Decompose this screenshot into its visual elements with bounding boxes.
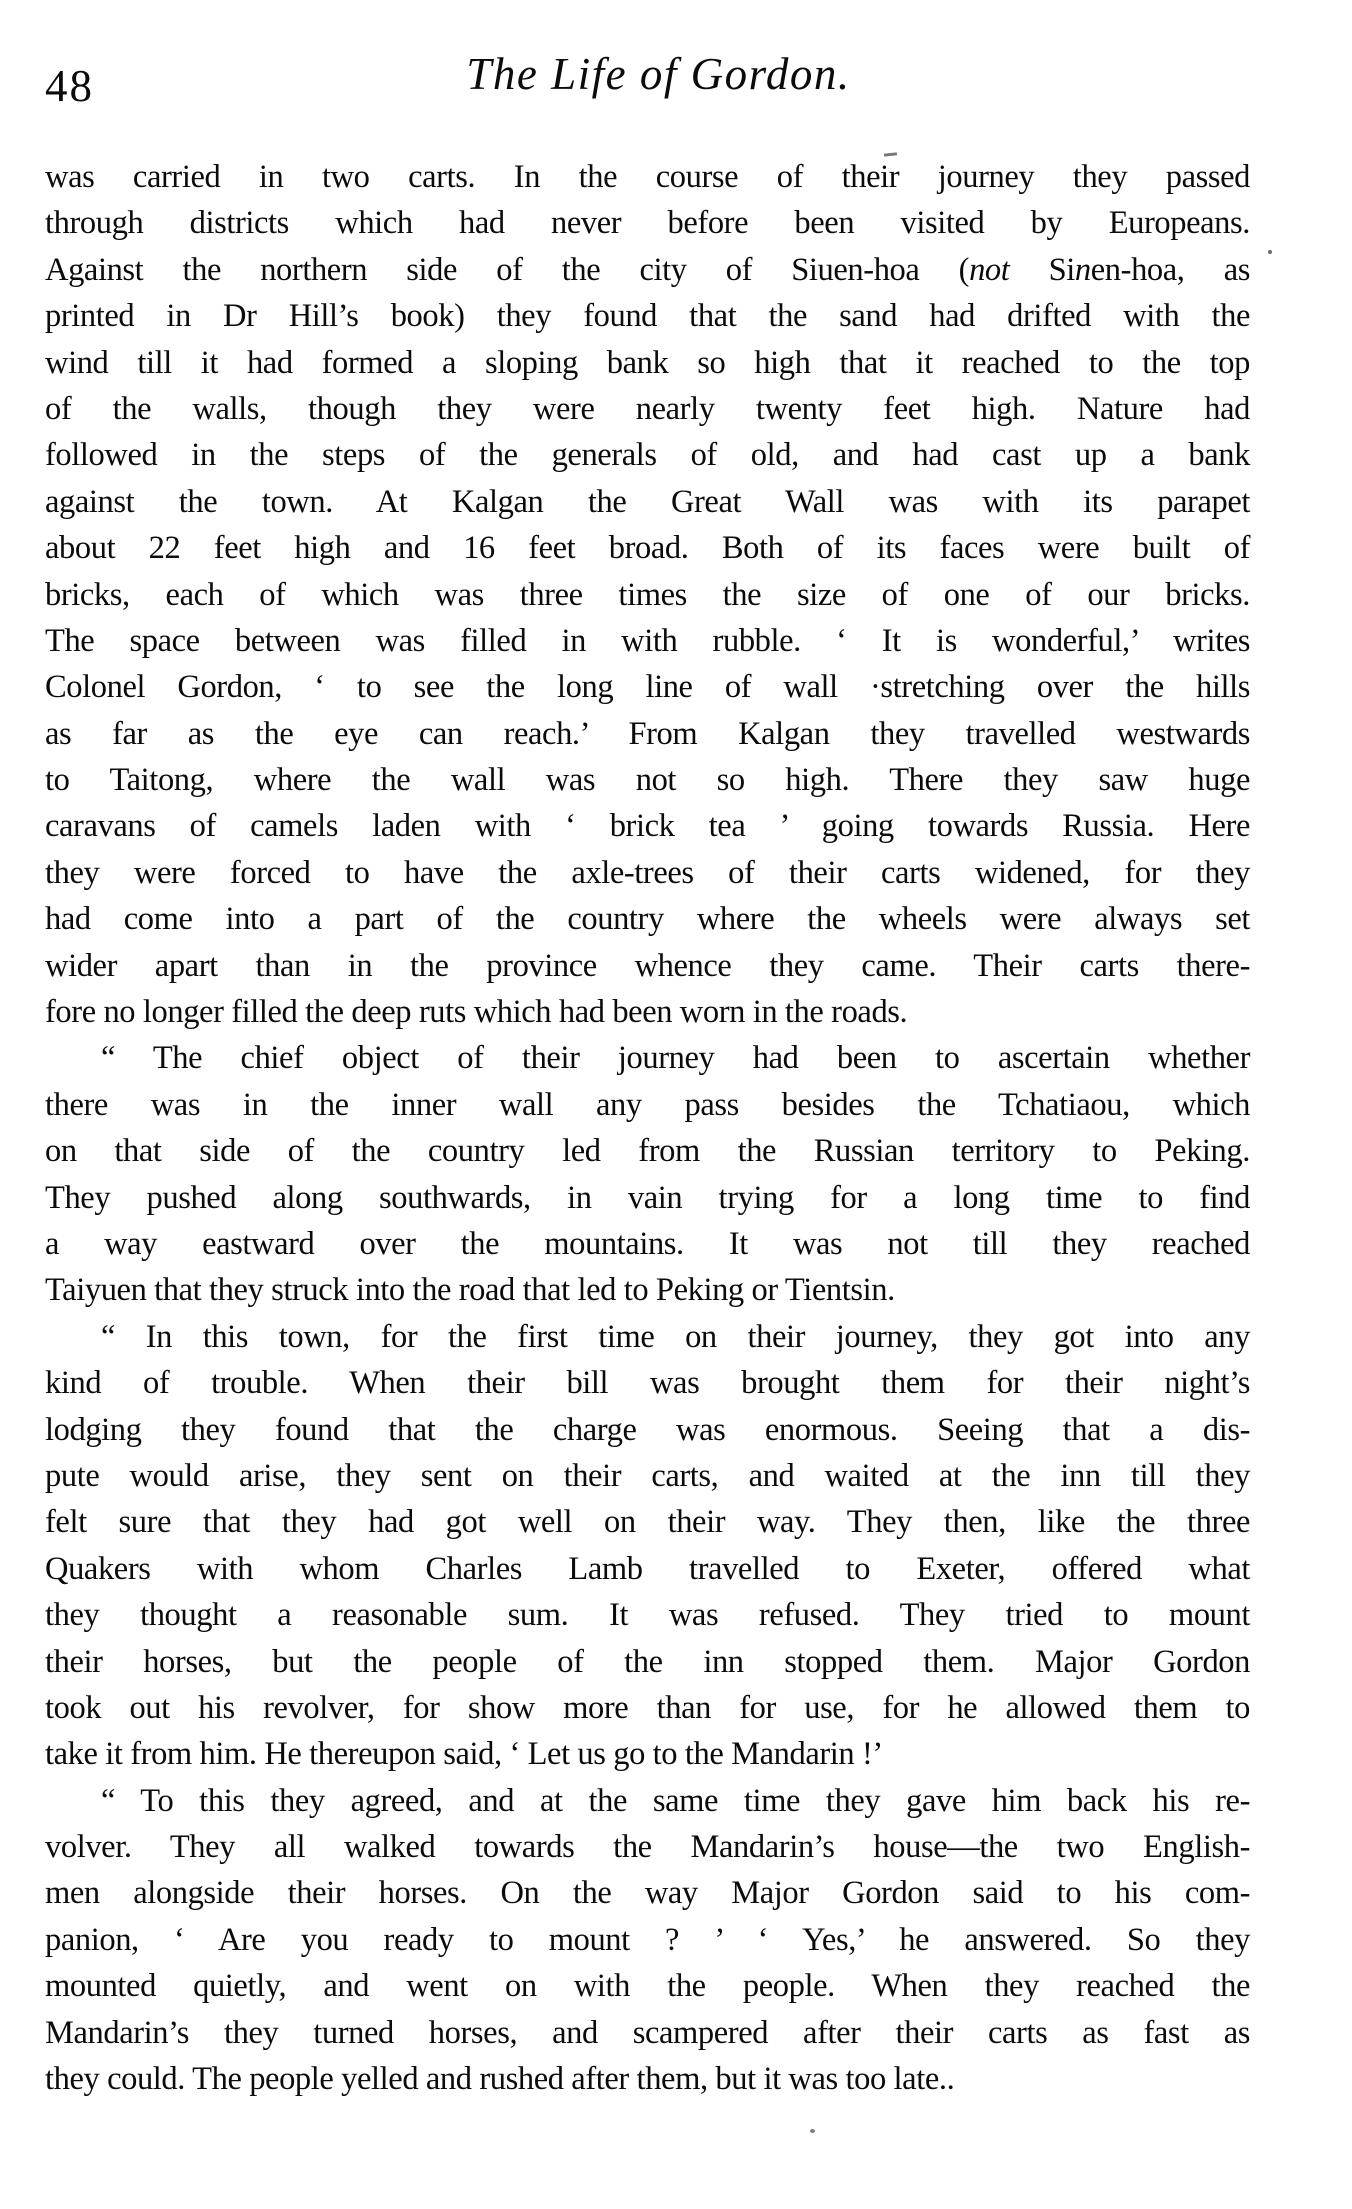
text-line: as far as the eye can reach.’ From Kalgan they travelled westwards [45,715,1250,752]
text-line: The space between was filled in with rubble. ‘ It is wonderful,’ writes [45,622,1250,659]
text-line: kind of trouble. When their bill was brought them for their night’s [45,1365,1250,1402]
text-line: a way eastward over the mountains. It was not till they reached [45,1225,1250,1262]
text-line: felt sure that they had got well on their way. They then, like the three [45,1504,1250,1541]
text-line: pute would arise, they sent on their carts, and waited at the inn till they [45,1457,1250,1494]
text-line: Taiyuen that they struck into the road that led to Peking or Tientsin. [45,1272,895,1309]
text-line: about 22 feet high and 16 feet broad. Both of its faces were built of [45,530,1250,567]
text-line: “ In this town, for the first time on their journey, they got into any [101,1318,1250,1355]
text-line: there was in the inner wall any pass besides the Tchatiaou, which [45,1086,1250,1123]
text-line: Quakers with whom Charles Lamb travelled to Exeter, offered what [45,1550,1250,1587]
text-line: followed in the steps of the generals of old, and had cast up a bank [45,437,1250,474]
scan-artifact-dot [810,2129,815,2133]
text-line: against the town. At Kalgan the Great Wall was with its parapet [45,483,1250,520]
scan-artifact-dot [1268,250,1272,254]
text-line: “ To this they agreed, and at the same time they gave him back his re- [101,1782,1250,1819]
text-line: to Taitong, where the wall was not so high. There they saw huge [45,762,1250,799]
running-title: The Life of Gordon. [466,49,851,99]
text-line: lodging they found that the charge was enormous. Seeing that a dis- [45,1411,1250,1448]
text-line: their horses, but the people of the inn stopped them. Major Gordon [45,1643,1250,1680]
page-number: 48 [45,61,94,111]
text-line: volver. They all walked towards the Mandarin’s house—the two English- [45,1829,1250,1866]
text-line: Colonel Gordon, ‘ to see the long line of wall ·stretching over the hills [45,669,1250,706]
text-line: they thought a reasonable sum. It was refused. They tried to mount [45,1597,1250,1634]
body-text-block [45,154,1250,2102]
text-line: had come into a part of the country where the wheels were always set [45,901,1250,938]
text-line: through districts which had never before been visited by Europeans. [45,205,1250,242]
text-line: they could. The people yelled and rushed after them, but it was too late.. [45,2061,955,2098]
text-line: was carried in two carts. In the course of their journey they passed [45,159,1250,195]
text-line: They pushed along southwards, in vain trying for a long time to find [45,1179,1250,1216]
text-line: wind till it had formed a sloping bank so high that it reached to the top [45,344,1250,381]
text-line: fore no longer filled the deep ruts which had been worn in the roads. [45,994,908,1031]
text-line: on that side of the country led from the Russian territory to Peking. [45,1133,1250,1170]
text-line: of the walls, though they were nearly twenty feet high. Nature had [45,390,1250,427]
text-line: panion, ‘ Are you ready to mount ? ’ ‘ Yes,’ he answered. So they [45,1921,1250,1958]
text-line: Mandarin’s they turned horses, and scampered after their carts as fast as [45,2014,1250,2051]
text-line: printed in Dr Hill’s book) they found that the sand had drifted with the [45,298,1250,335]
text-line: caravans of camels laden with ‘ brick tea ’ going towards Russia. Here [45,808,1250,845]
page-header [45,48,1250,118]
text-line: bricks, each of which was three times the size of one of our bricks. [45,576,1250,613]
text-line: Against the northern side of the city of Siuen-hoa (not Sinen-hoa, as [45,251,1251,288]
text-line: take it from him. He thereupon said, ‘ Let us go to the Mandarin !’ [45,1736,883,1773]
text-line: men alongside their horses. On the way Major Gordon said to his com- [45,1875,1250,1912]
text-line: they were forced to have the axle-trees of their carts widened, for they [45,854,1250,891]
text-line: took out his revolver, for show more than for use, for he allowed them to [45,1689,1250,1726]
text-line: “ The chief object of their journey had been to ascertain whether [101,1040,1250,1077]
text-line: mounted quietly, and went on with the people. When they reached the [45,1968,1250,2005]
text-line: wider apart than in the province whence they came. Their carts there- [45,947,1250,984]
